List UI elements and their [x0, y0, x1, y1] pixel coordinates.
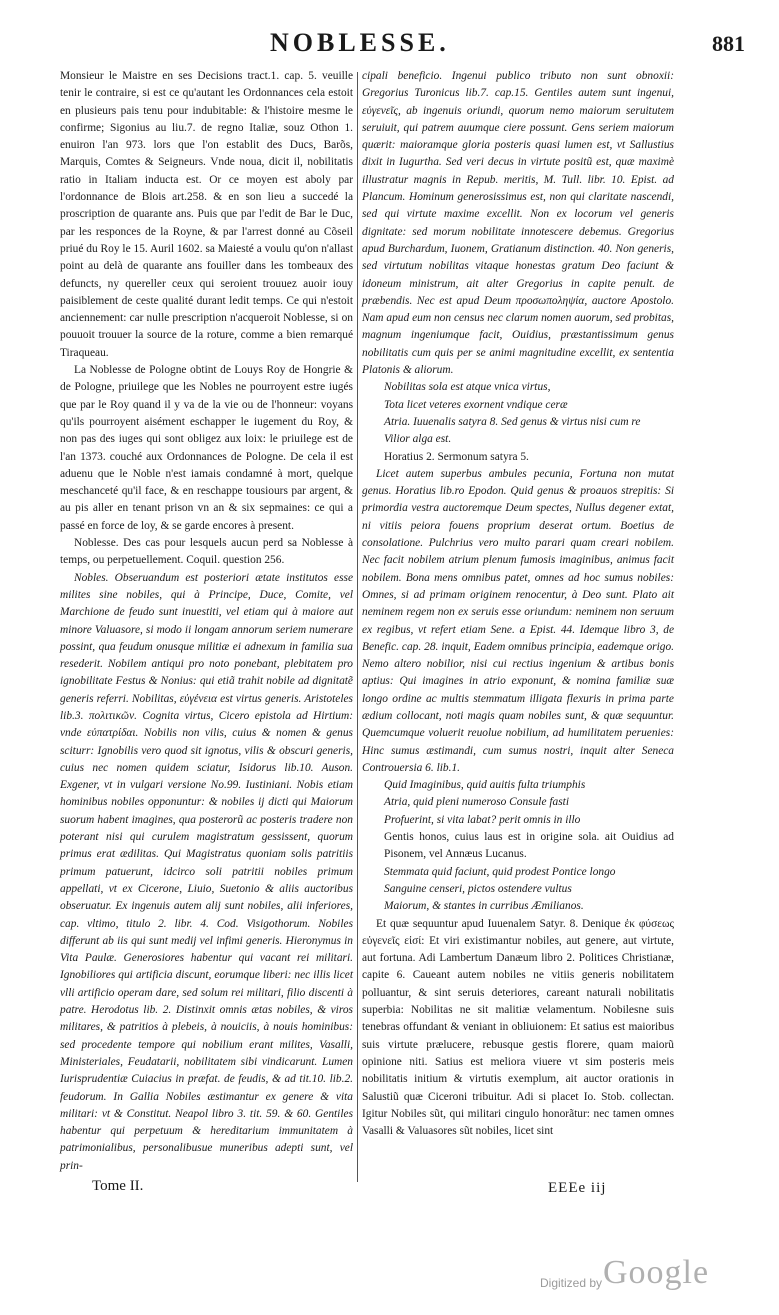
google-watermark [540, 1254, 740, 1298]
right-column [362, 68, 674, 1140]
signature-mark: EEEe iij [548, 1180, 607, 1196]
verse-line: Maiorum, & stantes in curribus Æmilianos. [384, 900, 584, 913]
google-logo: Google [603, 1254, 710, 1291]
paragraph: Et quæ sequuntur apud Iuuenalem Satyr. 8. Denique ἐκ φύσεως εὐγενεῖς εἰσί: Et viri existimantur nobiles, aut genere, aut virtute, aut fortuna. Adi Lambertum Danæum libro 2. Politices Christianæ, capite 6. Caueant autem nobiles ne vitiis generis nobilitatem polluantur, & sint seruis deteriores, careant naturali nobilitatis superbia: Nobilitas ne sit malitiæ velamentum. Nobilesne suis tenebras offundant & veniant in obliuionem: Et satius est maioribus suis virtute prælucere, rebusque gestis florere, quam maiorũ opinione niti. Satius est meliora viuere vt sim posteris meis nobilitatis initium & virtutis exemplum, ait auctor orationis in Salustiũ quæ Ciceroni tribuitur. Adi si placet Io. Stob. collectan. Igitur Nobiles sũt, qui militari cingulo honorãtur: nec tamen omnes Vasalli & Valuasores sũt nobiles, licet sint [362, 917, 674, 1138]
verse-line: Tota licet veteres exornent vndique ceræ [384, 398, 568, 411]
verse-line: Sanguine censeri, pictos ostendere vultus [384, 882, 572, 895]
verse-line: Profuerint, si vita labat? perit omnis in illo [384, 813, 581, 826]
page-header [0, 28, 779, 68]
verse-line: Nobilitas sola est atque vnica virtus, [384, 381, 551, 394]
left-column [60, 68, 353, 1175]
verse-reference: Horatius 2. Sermonum satyra 5. [384, 450, 529, 463]
verse-line: Atria, quid pleni numeroso Consule fasti [384, 796, 569, 809]
paragraph: Licet autem superbus ambules pecunia, Fortuna non mutat genus. Horatius lib.ro Epodon. Quid genus & proauos strepitis: Si primordia vestra auctoremque Deum spectes, Nullus degener extat, ni vitiis peiora fouens proprium deserat ortum. Boetius de consolatione. Pulchrius vero multo parari quam creari nobilem. Nec facit nobilem atrium plenum fumosis imaginibus, animus facit nobilem. Bona mens omnibus patet, omnes ad hoc sumus nobiles: Omnes, si ad primam originem renocentur, à Deo sunt. Plato ait neminem regem non ex seruis esse oriundum: neminem non seruum ex regibus, vt refert etiam Sene. a Epist. 44. Idemque libro 3, de Benefic. cap. 28. inquit, Eadem omnibus principia, eademque origo. Nemo altero nobilior, nisi cui rectius ingenium & artibus bonis aptius: Qui imagines in atrio exponunt, & nomina familiæ suæ longo ordine ac multis stemmatum illigata flexuris in prima parte ædium collocant, noti magis quam nobiles sunt, & quæ sequuntur. Quemcumque voluerit reuolue nobilium, ad humilitatem peruenies: Hinc sumus æstimandi, cum sumus nostri, inquit alter Seneca Controuersia 6. lib.1. [362, 467, 674, 774]
paragraph: Monsieur le Maistre en ses Decisions tract.1. cap. 5. veuille tenir le contraire, si est ce qu'autant les Ordonnances cela estoit en plusieurs pais tenu pour indubitable: & l'histoire mesme le confirme; Sigonius au liu.7. de regno Italiæ, souz Othon 1. enuiron l'an 973. lors que l'on establit des Ducs, Barõs, Marquis, Comtes & Seigneurs. Vnde noua, dicit il, nobilitatis ratio in Italiam inducta est. Or ce moyen est aboly par l'ordonnance de Blois art.258. & en son lieu a succedé la proscription de quarante ans. Puis que par l'edit de Bar le Duc, par les responces de la Royne, & par l'arrest donné au Cõseil priué du Roy le 15. Auril 1602. sa Maiesté a voulu qu'on n'allast point au delà de quarante ans fouiller dans les tombeaux des defuncts, ny quereller ceux qui seroient trouuez auoir iouy paisiblement de ceste qualité durant ledit temps. Ce qui n'estoit anciennement: car nulle prescription n'acqueroit Noblesse, si on pouuoit trouuer la source de la roture, comme a bien remarqué Tiraqueau. [60, 70, 353, 359]
watermark-prefix: Digitized by [540, 1276, 603, 1290]
volume-label: Tome II. [92, 1178, 144, 1194]
verse-line: Atria. Iuuenalis satyra 8. Sed genus & virtus nisi cum re [384, 415, 641, 428]
verse-line: Gentis honos, cuius laus est in origine sola. ait Ouidius ad Pisonem, vel Annæus Lucanus. [384, 831, 674, 861]
column-divider [357, 72, 358, 1182]
paragraph: Nobles. Obseruandum est posteriori ætate institutos esse milites sine nobiles, qui à Principe, Duce, Comite, vel Marchione de feudo sunt inuestiti, vel etiam qui à maiore aut minore Valuasore, si modo ii longam annorum seriem numerare possint, qua feudum onusque militiæ ei adnexum in familia sua resederit. Nobilem antiqui pro noto ponebant, plebitatem pro ignobilitate Festus & Nonius: qui etiã trahit nobile ad dignitatẽ generis referri. Nobilitas, εὐγένεια est virtus generis. Aristoteles lib.3. πολιτικῶν. Cognita virtus, Cicero epistola ad Hirtium: vnde εὐπατρίδαι. Nobilis non vilis, cuius & nomen & genus sciturr: Ignobilis vero quod sit ignotus, vilis & obscuri generis, cuius nec nomen quidem sciatur, Isidorus lib.10. Auson. Exgener, vt in vulgari versione No.99. Iustiniani. Nobis etiam hominibus nobiles opponuntur: & nobiles ij dicti qui Maiorum suorum habent imagines, qua posterorũ ac posteris tradere non poterant nisi qui curulem magistratum gessissent, quorum primus erat ædilitas. Qui Magistratus quoniam solis patritiis primum patuerunt, idcirco soli patritii nobiles primum appellati, vt ex Cicerone, Liuio, Suetonio & aliis auctoribus obseruatur. Ex ingenuis autem alij sunt nobiles, alii inferiores, cap. vltimo, titulo 2. libr. 4. Cod. Visigothorum. Nobiles differunt ab iis qui sunt medij vel infimi generis. Hieronymus in Vita Paulæ. Generosiores habentur qui vacant rei militari. Ignobiliores qui artificia discunt, eorumque liberi: nec illis licet vlli artificio operam dare, sed solum rei militari, filio discenti à patre. Herodotus lib. 2. Distinxit omnis ætas nobiles, & viros militares, & patritios à plebeis, à nouiciis, à nouis hominibus: sed procedente tempore qui nobilium erant milites, Vasalli, Ministeriales, Feudatarii, nobilitatem sibi vindicarunt. Lumen Iurisprudentiæ Cuiacius in præfat. de feudis, & ad tit.10. lib.2. feudorum. In Gallia Nobiles æstimantur ex genere & vita militari: vt & Constitut. Neapol libro 3. tit. 59. & 60. Gentiles habentur qui perpetuum & hereditarium immunitatem à patrimonialibus, personalibusue muneribus adepti sunt, vel prin- [60, 571, 353, 1172]
paragraph: cipali beneficio. Ingenui publico tributo non sunt obnoxii: Gregorius Turonicus lib.7. cap.15. Gentiles autem sunt ingenui, εὐγενεῖς, ab ingenuis oriundi, quorum nemo maiorum seruitutem seruiuit, qui patrem auumque ciere possunt. Gens seriem maiorum quærit: maioramque gloria posteris quasi lumen est, vt Sallustius dixit in Iugurtha. Sed veri decus in virtute positũ est, quæ maximè illustratur magnis in Repub. meritis, M. Tull. libr. 10. Epist. ad Plancum. Hominum generosissimus est, non qui claritate nascendi, sed qui virtute maxime excellit. Non ex locorum vel generis dignitate: sed morum nobilitate innotescere debemus. Gregorius apud Burchardum, Iuonem, Gratianum distinction. 40. Non generis, sed virtutum nobilitas vitaque honestas gratum Deo faciunt & idoneum ministrum, ait alter Gregorius in capite penult. de præbendis. Nec est apud Deum προσωποληψία, auctore Apostolo. Nam apud eum non census nec clarum nomen auorum, sed probitas, magnum ingeniumque facit, Ouidius, præstantissimum genus nobilitatis cum quis per se animi magnitudine excellit, ex sententia Platonis & aliorum. [362, 70, 674, 377]
paragraph: Noblesse. Des cas pour lesquels aucun perd sa Noblesse à temps, ou perpetuellement. Coquil. question 256. [60, 537, 353, 567]
running-title: NOBLESSE. [270, 28, 450, 57]
verse-line: Quid Imaginibus, quid auitis fulta triumphis [384, 779, 586, 792]
verse-line: Vilior alga est. [384, 433, 452, 446]
verse-line: Stemmata quid faciunt, quid prodest Pontice longo [384, 865, 616, 878]
paragraph: La Noblesse de Pologne obtint de Louys Roy de Hongrie & de Pologne, priuilege que les Nobles ne pourroyent estre iugés que par le Roy quand il y va de la vie ou de l'honneur: voyans qu'ils pourroyent aisément eschapper le iugement du Roy, & non pas des iuges qui sont obligez aux loix: le priuilege est de l'an 1373. couché aux Ordonnances de Pologne. De cela il est aduenu que le Noble n'est iamais condamné à mort, quelque meschanceté qu'il face, & en reschappe tousiours par argent, & au pis aller en tenant prison vn an & six sepmaines: ce qui a passé en force de loy, & se garde encores à present. [60, 364, 353, 532]
page-number: 881 [712, 31, 745, 56]
